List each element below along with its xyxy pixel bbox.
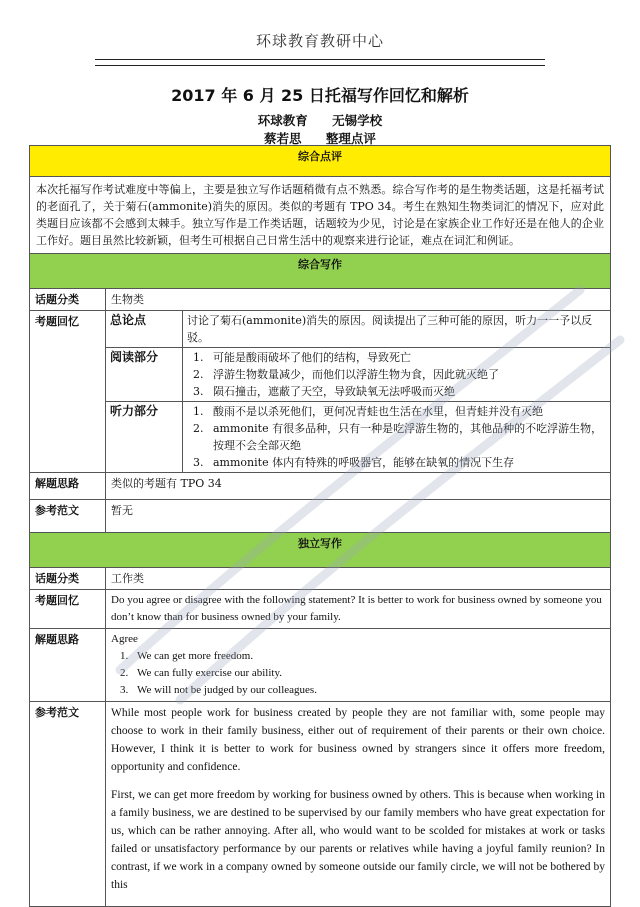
list-item: 3. We will not be judged by our colleagues. [131,682,605,699]
recall-table [106,311,610,472]
author-line [0,111,640,129]
listening-points [187,403,606,471]
document-title: 2017 年 6 月 25 日托福写作回忆和解析 [171,86,469,105]
author-name: 蔡若思 [264,131,302,146]
page-header [0,0,640,70]
header-rule [95,65,545,66]
list-item: 2. We can fully exercise our ability. [131,665,605,682]
overview-heading-row [30,146,611,177]
category-label: 话题分类 [30,568,106,590]
independent-category-row [30,568,611,590]
list-item: 1. We can get more freedom. [131,648,605,665]
independent-heading: 独立写作 [30,533,611,568]
integrated-recall-row [30,311,611,473]
list-item: 2. ammonite 有很多品种，只有一种是吃浮游生物的，其他品种的不吃浮游生物，按理不会全部灭绝 [207,420,606,454]
thesis-text: 讨论了菊石(ammonite)消失的原因。阅读提出了三种可能的原因，听力一一予以反驳。 [183,311,611,348]
essay-paragraph: While most people work for business created by people they are not familiar with, some people may choose to work in their family business, either out of requirement of their parents or their own choice. However, I think it is better to work for business owned by strangers since it offers more freedom, opportunity and confidence. [111,707,605,773]
reason-list [111,648,605,699]
approach-label: 解题思路 [30,629,106,702]
independent-recall-row [30,590,611,629]
list-item: 2. 浮游生物数量减少，而他们以浮游生物为食，因此就灭绝了 [207,366,606,383]
stance-text: Agree [111,633,138,645]
recall-label: 考题回忆 [30,590,106,629]
independent-sample-row [30,702,611,907]
list-item: 3. 陨石撞击，遮蔽了天空，导致缺氧无法呼吸而灭绝 [207,383,606,400]
category-label: 话题分类 [30,289,106,311]
list-item: 1. 可能是酸雨破坏了他们的结构，导致死亡 [207,349,606,366]
approach-label: 解题思路 [30,473,106,500]
content-table [29,145,611,907]
listening-label: 听力部分 [106,402,183,473]
category-value: 生物类 [106,289,611,311]
integrated-category-row [30,289,611,311]
thesis-label: 总论点 [106,311,183,348]
integrated-approach-row [30,473,611,500]
overview-text: 本次托福写作考试难度中等偏上，主要是独立写作话题稍微有点不熟悉。综合写作考的是生物类话题，这是托福考试的老面孔了，关于菊石(ammonite)消失的原因。类似的考题有 TPO 34。考生在熟知生物类词汇的情况下，应对此类题目应该都不会感到太棘手。独立写作是工作类话题，话题较为少见，讨论是在家族企业工作好还是在他人的企业工作好。题目虽然比较新颖，但考生可根据自己日常生活中的观察来进行论证，难点在词汇和例证。 [30,177,611,254]
org-name: 环球教育教研中心 [255,32,384,50]
header-rule [95,59,545,60]
approach-text: 类似的考题有 TPO 34 [106,473,611,500]
sample-essay [106,702,611,907]
integrated-heading-row [30,254,611,289]
integrated-sample-row [30,500,611,533]
sample-label: 参考范文 [30,702,106,907]
recall-label: 考题回忆 [30,311,106,473]
overview-heading: 综合点评 [30,146,611,177]
reading-points [187,349,606,400]
sample-label: 参考范文 [30,500,106,533]
list-item: 3. ammonite 体内有特殊的呼吸器官，能够在缺氧的情况下生存 [207,454,606,471]
reading-label: 阅读部分 [106,348,183,402]
category-value: 工作类 [106,568,611,590]
prompt-text: Do you agree or disagree with the following statement? It is better to work for business owned by someone you don’t know than for business owned by your family. [106,590,611,629]
sample-text: 暂无 [106,500,611,533]
integrated-heading: 综合写作 [30,254,611,289]
author-role: 整理点评 [325,131,376,146]
campus-name: 无锡学校 [332,113,383,128]
independent-heading-row [30,533,611,568]
essay-paragraph: First, we can get more freedom by working for business owned by others. This is because when working in a family business, we are destined to be supervised by our family members who have great expectation for us, which can be rather annoying. After all, who would want to be scolded for mistakes at work or tasks failed or unsatisfactory performance by our parents or relatives while having a joyful family reunion? In contrast, if we work in a company owned by someone outside our family circle, we will not be bothered by this [111,789,605,891]
school-name: 环球教育 [257,113,308,128]
independent-approach-row [30,629,611,702]
list-item: 1. 酸雨不是以杀死他们，更何况青蛙也生活在水里，但青蛙并没有灭绝 [207,403,606,420]
overview-row [30,177,611,254]
